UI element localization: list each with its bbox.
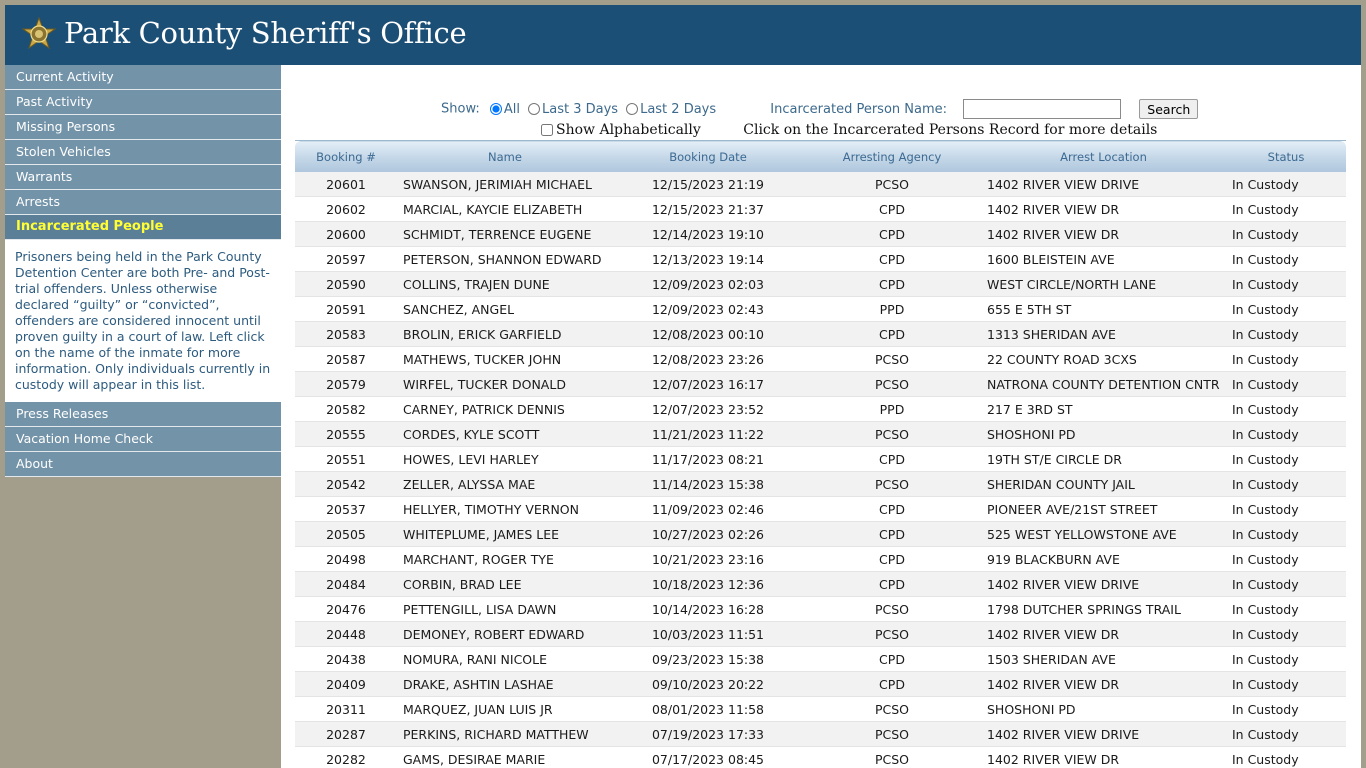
name-cell[interactable]: PERKINS, RICHARD MATTHEW (397, 722, 613, 747)
booking-number-cell: 20282 (295, 747, 397, 768)
booking-date-cell: 11/09/2023 02:46 (613, 497, 803, 522)
booking-number-cell: 20311 (295, 697, 397, 722)
arresting-agency-cell: CPD (803, 497, 981, 522)
arrest-location-cell: 1503 SHERIDAN AVE (981, 647, 1226, 672)
arresting-agency-cell: CPD (803, 572, 981, 597)
booking-date-cell: 10/14/2023 16:28 (613, 597, 803, 622)
booking-number-cell: 20287 (295, 722, 397, 747)
name-cell[interactable]: DEMONEY, ROBERT EDWARD (397, 622, 613, 647)
arresting-agency-cell: PCSO (803, 597, 981, 622)
sidebar-description: Prisoners being held in the Park County Detention Center are both Pre- and Post- trial offenders. Unless otherwise declared “guilty” or “convicted”, offenders are considered innocent until proven guilty in a court of law. Left click on the name of the inmate for more information. Only individuals currently in custody will appear in this list. (5, 240, 281, 402)
booking-date-cell: 12/08/2023 00:10 (613, 322, 803, 347)
main-content (281, 65, 1361, 768)
show-alphabetically-checkbox[interactable] (541, 124, 553, 136)
table-row[interactable] (295, 272, 1346, 297)
table-row[interactable] (295, 322, 1346, 347)
arrest-location-cell: 1402 RIVER VIEW DRIVE (981, 722, 1226, 747)
arresting-agency-cell: CPD (803, 322, 981, 347)
name-cell[interactable]: CORBIN, BRAD LEE (397, 572, 613, 597)
sidebar-item-stolen-vehicles[interactable]: Stolen Vehicles (5, 140, 281, 165)
arresting-agency-cell: PCSO (803, 697, 981, 722)
column-header-arresting-agency[interactable]: Arresting Agency (803, 141, 981, 173)
table-row[interactable] (295, 697, 1346, 722)
name-cell[interactable]: SANCHEZ, ANGEL (397, 297, 613, 322)
booking-number-cell: 20579 (295, 372, 397, 397)
arresting-agency-cell: PPD (803, 397, 981, 422)
arrest-location-cell: 1402 RIVER VIEW DR (981, 222, 1226, 247)
arresting-agency-cell: PCSO (803, 422, 981, 447)
show-label: Show: (441, 101, 480, 117)
arrest-location-cell: 1402 RIVER VIEW DRIVE (981, 572, 1226, 597)
booking-number-cell: 20587 (295, 347, 397, 372)
search-button[interactable]: Search (1139, 99, 1198, 119)
arresting-agency-cell: PCSO (803, 747, 981, 768)
table-row[interactable] (295, 647, 1346, 672)
booking-date-cell: 12/15/2023 21:19 (613, 172, 803, 197)
booking-number-cell: 20542 (295, 472, 397, 497)
name-cell[interactable]: DRAKE, ASHTIN LASHAE (397, 672, 613, 697)
booking-date-cell: 07/17/2023 08:45 (613, 747, 803, 768)
table-row[interactable] (295, 172, 1346, 197)
booking-number-cell: 20591 (295, 297, 397, 322)
table-row[interactable] (295, 472, 1346, 497)
booking-number-cell: 20484 (295, 572, 397, 597)
status-cell: In Custody (1226, 697, 1346, 722)
column-header-booking-date[interactable]: Booking Date (613, 141, 803, 173)
arrest-location-cell: 1798 DUTCHER SPRINGS TRAIL (981, 597, 1226, 622)
arrest-location-cell: 1402 RIVER VIEW DR (981, 622, 1226, 647)
arresting-agency-cell: PCSO (803, 372, 981, 397)
arrest-location-cell: 1402 RIVER VIEW DR (981, 672, 1226, 697)
arrest-location-cell: 1402 RIVER VIEW DR (981, 747, 1226, 768)
arresting-agency-cell: PCSO (803, 722, 981, 747)
booking-date-cell: 12/09/2023 02:03 (613, 272, 803, 297)
booking-date-cell: 11/21/2023 11:22 (613, 422, 803, 447)
table-row[interactable] (295, 572, 1346, 597)
arrest-location-cell: 655 E 5TH ST (981, 297, 1226, 322)
arresting-agency-cell: CPD (803, 522, 981, 547)
booking-number-cell: 20551 (295, 447, 397, 472)
name-cell[interactable]: GAMS, DESIRAE MARIE (397, 747, 613, 768)
name-search-label: Incarcerated Person Name: (770, 101, 948, 117)
table-row[interactable] (295, 722, 1346, 747)
arrest-location-cell: SHERIDAN COUNTY JAIL (981, 472, 1226, 497)
status-cell: In Custody (1226, 722, 1346, 747)
table-row[interactable] (295, 497, 1346, 522)
inmate-table-container (295, 140, 1346, 768)
status-cell: In Custody (1226, 247, 1346, 272)
table-row[interactable] (295, 522, 1346, 547)
column-header-booking[interactable]: Booking # (295, 141, 397, 173)
sidebar-item-warrants[interactable]: Warrants (5, 165, 281, 190)
table-row[interactable] (295, 247, 1346, 272)
status-cell: In Custody (1226, 672, 1346, 697)
status-cell: In Custody (1226, 597, 1346, 622)
booking-date-cell: 08/01/2023 11:58 (613, 697, 803, 722)
status-cell: In Custody (1226, 647, 1346, 672)
show-alphabetically-label[interactable]: Show Alphabetically (556, 122, 701, 138)
arrest-location-cell: 19TH ST/E CIRCLE DR (981, 447, 1226, 472)
arresting-agency-cell: CPD (803, 272, 981, 297)
name-cell[interactable]: MARCHANT, ROGER TYE (397, 547, 613, 572)
arrest-location-cell: SHOSHONI PD (981, 422, 1226, 447)
table-row[interactable] (295, 622, 1346, 647)
show-all-label[interactable]: All (503, 101, 521, 117)
show-option-last-3-days[interactable] (528, 102, 618, 117)
table-row[interactable] (295, 347, 1346, 372)
arrest-location-cell: 1600 BLEISTEIN AVE (981, 247, 1226, 272)
arrest-location-cell: WEST CIRCLE/NORTH LANE (981, 272, 1226, 297)
status-cell: In Custody (1226, 447, 1346, 472)
sidebar-item-missing-persons[interactable]: Missing Persons (5, 115, 281, 140)
column-header-name[interactable]: Name (397, 141, 613, 173)
booking-number-cell: 20555 (295, 422, 397, 447)
arrest-location-cell: 1402 RIVER VIEW DR (981, 197, 1226, 222)
sheriff-badge-icon (21, 17, 57, 53)
show-last-3-days-radio[interactable] (528, 103, 540, 115)
arresting-agency-cell: CPD (803, 547, 981, 572)
sidebar-item-past-activity[interactable]: Past Activity (5, 90, 281, 115)
inmate-table (295, 140, 1346, 768)
status-cell: In Custody (1226, 172, 1346, 197)
booking-number-cell: 20448 (295, 622, 397, 647)
arresting-agency-cell: CPD (803, 222, 981, 247)
booking-number-cell: 20590 (295, 272, 397, 297)
name-cell[interactable]: SWANSON, JERIMIAH MICHAEL (397, 172, 613, 197)
show-all-radio[interactable] (490, 103, 502, 115)
name-cell[interactable]: CORDES, KYLE SCOTT (397, 422, 613, 447)
table-row[interactable] (295, 447, 1346, 472)
booking-date-cell: 10/21/2023 23:16 (613, 547, 803, 572)
table-row[interactable] (295, 747, 1346, 768)
name-cell[interactable]: SCHMIDT, TERRENCE EUGENE (397, 222, 613, 247)
show-last-2-days-radio[interactable] (626, 103, 638, 115)
sidebar-item-about[interactable]: About (5, 452, 281, 477)
name-cell[interactable]: NOMURA, RANI NICOLE (397, 647, 613, 672)
arresting-agency-cell: PCSO (803, 347, 981, 372)
booking-number-cell: 20409 (295, 672, 397, 697)
column-header-arrest-location[interactable]: Arrest Location (981, 141, 1226, 173)
show-option-last-2-days[interactable] (626, 102, 716, 117)
status-cell: In Custody (1226, 747, 1346, 768)
status-cell: In Custody (1226, 322, 1346, 347)
site-title[interactable]: Park County Sheriff's Office (64, 16, 467, 50)
status-cell: In Custody (1226, 222, 1346, 247)
booking-date-cell: 12/07/2023 16:17 (613, 372, 803, 397)
booking-number-cell: 20537 (295, 497, 397, 522)
status-cell: In Custody (1226, 422, 1346, 447)
booking-date-cell: 12/08/2023 23:26 (613, 347, 803, 372)
table-header-row (295, 141, 1346, 173)
status-cell: In Custody (1226, 547, 1346, 572)
sidebar-item-press-releases[interactable]: Press Releases (5, 402, 281, 427)
arresting-agency-cell: PCSO (803, 472, 981, 497)
booking-date-cell: 12/09/2023 02:43 (613, 297, 803, 322)
status-cell: In Custody (1226, 522, 1346, 547)
name-cell[interactable]: PETTENGILL, LISA DAWN (397, 597, 613, 622)
status-cell: In Custody (1226, 347, 1346, 372)
booking-number-cell: 20602 (295, 197, 397, 222)
name-cell[interactable]: MATHEWS, TUCKER JOHN (397, 347, 613, 372)
booking-date-cell: 10/03/2023 11:51 (613, 622, 803, 647)
booking-date-cell: 09/23/2023 15:38 (613, 647, 803, 672)
arresting-agency-cell: CPD (803, 447, 981, 472)
status-cell: In Custody (1226, 397, 1346, 422)
table-row[interactable] (295, 372, 1346, 397)
details-note: Click on the Incarcerated Persons Record for more details (743, 122, 1158, 138)
sidebar-item-vacation-home-check[interactable]: Vacation Home Check (5, 427, 281, 452)
status-cell: In Custody (1226, 372, 1346, 397)
booking-number-cell: 20597 (295, 247, 397, 272)
booking-number-cell: 20601 (295, 172, 397, 197)
name-cell[interactable]: MARCIAL, KAYCIE ELIZABETH (397, 197, 613, 222)
table-row[interactable] (295, 297, 1346, 322)
booking-date-cell: 12/14/2023 19:10 (613, 222, 803, 247)
table-row[interactable] (295, 397, 1346, 422)
sidebar-item-incarcerated-people[interactable]: Incarcerated People (5, 215, 281, 240)
name-cell[interactable]: BROLIN, ERICK GARFIELD (397, 322, 613, 347)
arresting-agency-cell: PPD (803, 297, 981, 322)
show-last-2-days-label[interactable]: Last 2 Days (640, 101, 717, 117)
column-header-status[interactable]: Status (1226, 141, 1346, 173)
arresting-agency-cell: CPD (803, 672, 981, 697)
name-search-input[interactable] (963, 99, 1121, 119)
table-row[interactable] (295, 597, 1346, 622)
arresting-agency-cell: CPD (803, 197, 981, 222)
booking-number-cell: 20583 (295, 322, 397, 347)
booking-date-cell: 07/19/2023 17:33 (613, 722, 803, 747)
status-cell: In Custody (1226, 622, 1346, 647)
table-row[interactable] (295, 672, 1346, 697)
booking-number-cell: 20498 (295, 547, 397, 572)
status-cell: In Custody (1226, 472, 1346, 497)
name-cell[interactable]: ZELLER, ALYSSA MAE (397, 472, 613, 497)
status-cell: In Custody (1226, 272, 1346, 297)
site-header (5, 5, 1361, 65)
name-cell[interactable]: WIRFEL, TUCKER DONALD (397, 372, 613, 397)
page-frame (5, 5, 1361, 768)
arresting-agency-cell: CPD (803, 647, 981, 672)
booking-date-cell: 12/13/2023 19:14 (613, 247, 803, 272)
booking-date-cell: 11/17/2023 08:21 (613, 447, 803, 472)
booking-number-cell: 20505 (295, 522, 397, 547)
arrest-location-cell: 525 WEST YELLOWSTONE AVE (981, 522, 1226, 547)
status-cell: In Custody (1226, 197, 1346, 222)
table-row[interactable] (295, 547, 1346, 572)
arrest-location-cell: 1313 SHERIDAN AVE (981, 322, 1226, 347)
booking-number-cell: 20582 (295, 397, 397, 422)
arrest-location-cell: 22 COUNTY ROAD 3CXS (981, 347, 1226, 372)
sidebar-item-current-activity[interactable]: Current Activity (5, 65, 281, 90)
table-row[interactable] (295, 197, 1346, 222)
table-row[interactable] (295, 422, 1346, 447)
arrest-location-cell: 217 E 3RD ST (981, 397, 1226, 422)
arrest-location-cell: PIONEER AVE/21ST STREET (981, 497, 1226, 522)
name-cell[interactable]: HOWES, LEVI HARLEY (397, 447, 613, 472)
booking-date-cell: 12/07/2023 23:52 (613, 397, 803, 422)
show-option-all[interactable] (490, 102, 520, 117)
arresting-agency-cell: PCSO (803, 622, 981, 647)
arresting-agency-cell: PCSO (803, 172, 981, 197)
arrest-location-cell: NATRONA COUNTY DETENTION CNTR (981, 372, 1226, 397)
status-cell: In Custody (1226, 297, 1346, 322)
name-cell[interactable]: CARNEY, PATRICK DENNIS (397, 397, 613, 422)
arresting-agency-cell: CPD (803, 247, 981, 272)
booking-date-cell: 11/14/2023 15:38 (613, 472, 803, 497)
arrest-location-cell: 919 BLACKBURN AVE (981, 547, 1226, 572)
name-cell[interactable]: COLLINS, TRAJEN DUNE (397, 272, 613, 297)
booking-date-cell: 10/18/2023 12:36 (613, 572, 803, 597)
arrest-location-cell: 1402 RIVER VIEW DRIVE (981, 172, 1226, 197)
name-cell[interactable]: MARQUEZ, JUAN LUIS JR (397, 697, 613, 722)
booking-number-cell: 20476 (295, 597, 397, 622)
booking-date-cell: 12/15/2023 21:37 (613, 197, 803, 222)
table-row[interactable] (295, 222, 1346, 247)
booking-number-cell: 20438 (295, 647, 397, 672)
sidebar-item-arrests[interactable]: Arrests (5, 190, 281, 215)
name-cell[interactable]: HELLYER, TIMOTHY VERNON (397, 497, 613, 522)
booking-date-cell: 10/27/2023 02:26 (613, 522, 803, 547)
status-cell: In Custody (1226, 497, 1346, 522)
name-cell[interactable]: PETERSON, SHANNON EDWARD (397, 247, 613, 272)
booking-date-cell: 09/10/2023 20:22 (613, 672, 803, 697)
booking-number-cell: 20600 (295, 222, 397, 247)
sidebar-nav (5, 65, 281, 477)
status-cell: In Custody (1226, 572, 1346, 597)
show-last-3-days-label[interactable]: Last 3 Days (542, 101, 619, 117)
arrest-location-cell: SHOSHONI PD (981, 697, 1226, 722)
name-cell[interactable]: WHITEPLUME, JAMES LEE (397, 522, 613, 547)
